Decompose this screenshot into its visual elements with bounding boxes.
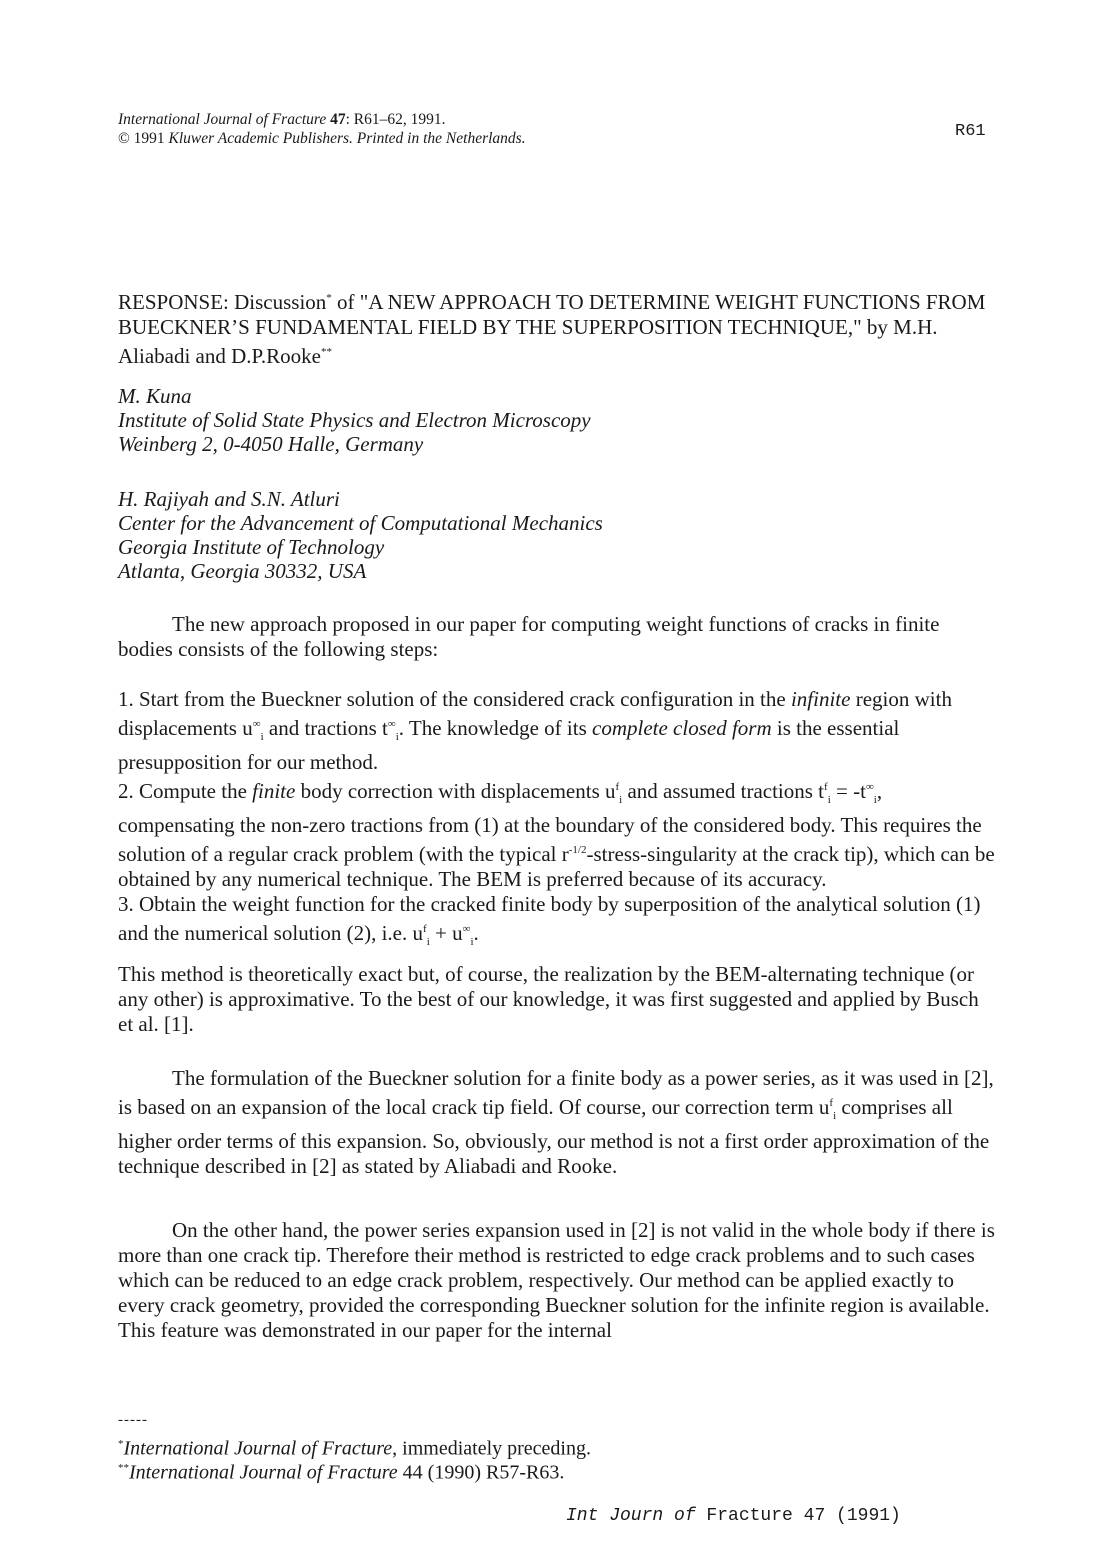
title-prefix: RESPONSE: Discussion: [118, 290, 327, 314]
sub-i: i: [833, 1110, 837, 1123]
page-footer: [566, 1506, 901, 1526]
step-3-text: 3. Obtain the weight function for the cracked finite body by superposition of the analytical solution (1) and the numerical solution (2), i.e. u: [118, 892, 981, 946]
article-title: [118, 286, 998, 369]
step-2-text: , compensating the non-zero tractions from (1) at the boundary of the considered body. This requires the solution of a regular crack problem (with the typical r: [118, 779, 982, 867]
author-name: H. Rajiyah and S.N. Atluri: [118, 487, 340, 511]
footer-journal-word: Fracture: [695, 1506, 793, 1526]
step-1-text: 1. Start from the Bueckner solution of the considered crack configuration in the: [118, 687, 791, 711]
step-3-text: .: [473, 921, 479, 946]
author-name: M. Kuna: [118, 384, 192, 408]
step-2-text: -stress-singularity at the crack tip), which can be obtained by any numerical technique. The BEM is preferred because of its accuracy.: [118, 842, 995, 892]
step-1-text: is the essential presupposition for our method.: [118, 716, 900, 775]
sub-i: i: [470, 936, 474, 949]
sup-infinity: ∞: [252, 718, 261, 730]
step-2-text: = -t: [830, 779, 866, 804]
affiliation-line: Georgia Institute of Technology: [118, 535, 385, 559]
affiliation-line: Atlanta, Georgia 30332, USA: [118, 559, 367, 583]
step-2-text: and assumed tractions t: [622, 779, 825, 804]
title-footnote-mark-1: *: [326, 292, 332, 304]
affiliation-line: Center for the Advancement of Computational Mechanics: [118, 511, 603, 535]
steps-list: [118, 687, 998, 956]
footnote-2: [118, 1456, 564, 1485]
footnote-text: , immediately preceding.: [392, 1437, 591, 1460]
step-2-text: body correction with displacements u: [295, 779, 616, 804]
step-2-text: 2. Compute the: [118, 779, 253, 804]
journal-header: [118, 110, 526, 148]
sub-i: i: [260, 731, 264, 744]
affiliation-line: Weinberg 2, 0-4050 Halle, Germany: [118, 432, 424, 456]
sup-f: f: [615, 781, 620, 794]
sup-infinity: ∞: [387, 718, 396, 730]
sup-f: f: [824, 781, 828, 794]
journal-pages: : R61–62, 1991.: [345, 111, 446, 128]
footnote-mark: *: [118, 1438, 124, 1450]
step-2-emph: finite: [252, 779, 296, 804]
sup-minus-half: -1/2: [568, 844, 587, 857]
paragraph-intro: The new approach proposed in our paper for computing weight functions of cracks in finite bodies consists of the following steps:: [118, 612, 940, 661]
affiliation-line: Institute of Solid State Physics and Electron Microscopy: [118, 408, 591, 432]
paragraph-crack-tips: On the other hand, the power series expansion used in [2] is not valid in the whole body if there is more than one crack tip. Therefore their method is restricted to edge crack problems and to such cases which can be reduced to an edge crack problem, respectively. Our method can be applied exactly to every crack geometry, provided the corresponding Bueckner solution for the infinite region is available. This feature was demonstrated in our paper for the internal: [118, 1218, 995, 1342]
sup-infinity: ∞: [462, 923, 471, 936]
footnote-journal: International Journal of Fracture: [123, 1437, 393, 1460]
sub-i: i: [426, 936, 430, 949]
publisher: Kluwer Academic Publishers. Printed in the Netherlands.: [168, 130, 526, 147]
step-1-emph: complete closed form: [592, 716, 772, 740]
author-block-2: [118, 487, 603, 583]
paragraph-method: This method is theoretically exact but, of course, the realization by the BEM-alternating technique (or any other) is approximative. To the best of our knowledge, it was first suggested and applied by Busch et al. [1].: [118, 962, 979, 1036]
sup-f: f: [423, 923, 427, 936]
sub-i: i: [619, 794, 623, 807]
title-main: of "A NEW APPROACH TO DETERMINE WEIGHT FUNCTIONS FROM BUECKNER’S FUNDAMENTAL FIELD BY THE SUPERPOSITION TECHNIQUE," by M.H. Aliabadi and D.P.Rooke: [118, 290, 986, 368]
sup-f: f: [829, 1097, 834, 1109]
copyright-year: © 1991: [118, 130, 165, 147]
footer-volume: 47 (1991): [792, 1506, 901, 1526]
footnote-mark: **: [118, 1462, 129, 1474]
step-3-text: + u: [429, 921, 463, 946]
author-block-1: [118, 384, 591, 456]
step-1-text: . The knowledge of its: [398, 716, 592, 740]
sub-i: i: [395, 731, 399, 744]
paragraph-text: comprises all higher order terms of this expansion. So, obviously, our method is not a first order approximation of the technique described in [2] as stated by Aliabadi and Rooke.: [118, 1095, 990, 1179]
journal-volume: 47: [330, 111, 346, 128]
sup-infinity: ∞: [865, 781, 874, 794]
sub-i: i: [873, 794, 877, 807]
journal-name: International Journal of Fracture: [118, 111, 327, 128]
step-3: [118, 892, 998, 955]
footnote-text: 44 (1990) R57-R63.: [397, 1461, 565, 1484]
step-1-emph: infinite: [790, 687, 851, 711]
sub-i: i: [827, 794, 831, 807]
paragraph-text: The formulation of the Bueckner solution for a finite body as a power series, as it was used in [2], is based on an expansion of the local crack tip field. Of course, our correction term u: [118, 1066, 994, 1119]
footer-journal: Int Journ of: [566, 1506, 696, 1526]
step-1: [118, 687, 998, 775]
paragraph-power-series: [118, 1066, 998, 1179]
step-2: [118, 775, 998, 892]
title-footnote-mark-2: **: [320, 346, 332, 358]
page-number: R61: [955, 122, 986, 141]
step-1-text: region with displacements u: [118, 687, 952, 740]
step-1-text: and tractions t: [263, 716, 388, 740]
footnote-journal: International Journal of Fracture: [129, 1461, 398, 1484]
footnote-rule: -----: [118, 1412, 148, 1428]
